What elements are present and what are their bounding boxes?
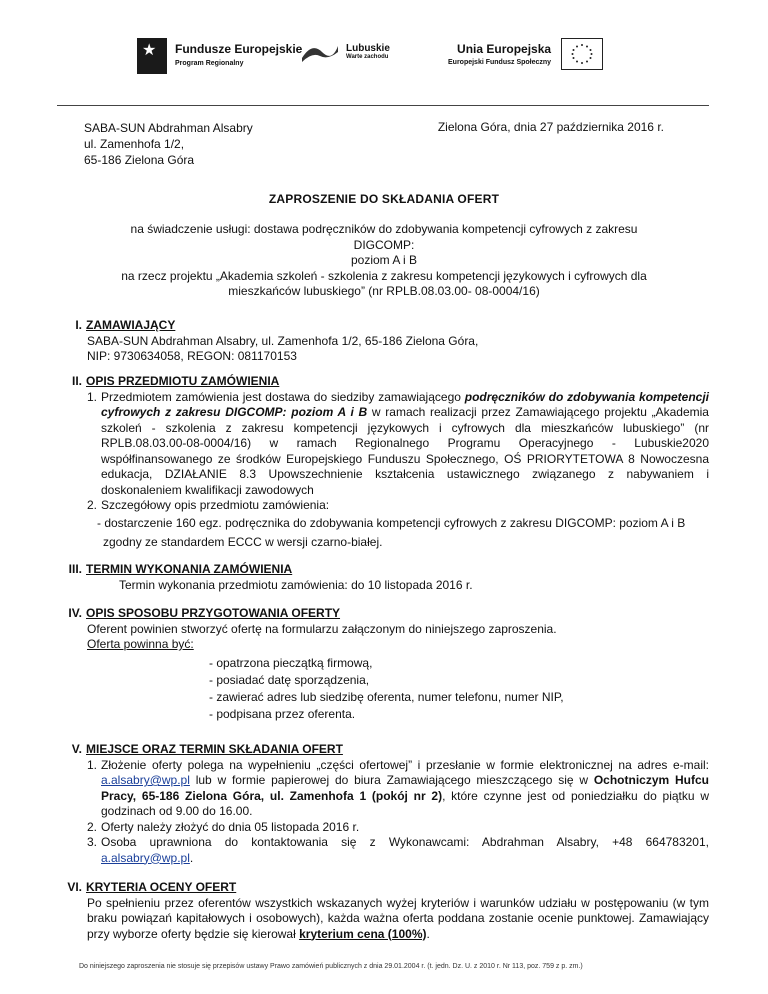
section-heading: TERMIN WYKONANIA ZAMÓWIENIA bbox=[86, 562, 293, 576]
section-zamawiajacy bbox=[57, 318, 709, 365]
section-heading: MIEJSCE ORAZ TERMIN SKŁADANIA OFERT bbox=[86, 742, 343, 756]
section-kryteria bbox=[57, 880, 709, 942]
list-item bbox=[87, 390, 709, 499]
list-item bbox=[87, 835, 709, 866]
lubuskie-sub: Warte zachodu bbox=[346, 53, 389, 60]
section-number: I. bbox=[75, 318, 82, 332]
section-text: Po spełnieniu przez oferentów wszystkich wskazanych wyżej kryteriów i warunków udziału w postępowaniu (w tym braku powiązań kapitałowych i osobowych), każda ważna oferta poddana zostanie ocenie punktowej. Zamawiający przy wyborze oferty będzie się kierował bbox=[87, 895, 709, 941]
section-text: . bbox=[426, 926, 430, 941]
fe-sub: Program Regionalny bbox=[175, 59, 244, 67]
section-heading: ZAMAWIAJĄCY bbox=[86, 318, 176, 332]
document-title: ZAPROSZENIE DO SKŁADANIA OFERT bbox=[268, 192, 500, 206]
section-subheading: Oferta powinna być: bbox=[87, 637, 194, 651]
intro-line: na świadczenie usługi: dostawa podręczników do zdobywania kompetencji cyfrowych z zakresu DIGCOMP: bbox=[130, 222, 638, 252]
item-emphasis: Ochotniczym Hufcu Pracy, 65-186 Zielona Góra, ul. Zamenhofa 1 (pokój nr 2) bbox=[101, 773, 709, 803]
sender-line: SABA-SUN Abdrahman Alsabry bbox=[84, 121, 253, 135]
section-number: VI. bbox=[67, 880, 82, 894]
list-item bbox=[87, 758, 709, 820]
intro-line: na rzecz projektu „Akademia szkoleń - szkolenia z zakresu kompetencji językowych i cyfrowych dla bbox=[121, 268, 647, 283]
item-text: zgodny ze standardem ECCC w wersji czarno-białej. bbox=[103, 535, 383, 549]
header-divider bbox=[57, 105, 709, 106]
document-date: Zielona Góra, dnia 27 października 2016 r. bbox=[437, 120, 664, 134]
intro-line: mieszkańców lubuskiego” (nr RPLB.08.03.00- 08-0004/16) bbox=[228, 284, 540, 298]
email-link[interactable]: a.alsabry@wp.pl bbox=[101, 773, 190, 787]
fundusze-europejskie-logo bbox=[137, 38, 302, 74]
item-number: 1. bbox=[87, 389, 98, 404]
section-line: Termin wykonania przedmiotu zamówienia: do 10 listopada 2016 r. bbox=[119, 577, 473, 592]
section-line: NIP: 9730634058, REGON: 081170153 bbox=[87, 349, 297, 363]
header-logos bbox=[0, 38, 768, 88]
item-emphasis: podręczników do zdobywania kompetencji cyfrowych z zakresu DIGCOMP: poziom A i B bbox=[101, 389, 710, 419]
unia-europejska-logo bbox=[448, 38, 603, 70]
lubuskie-name: Lubuskie bbox=[346, 42, 390, 54]
section-number: V. bbox=[71, 742, 82, 756]
eu-flag-icon bbox=[561, 38, 603, 70]
section-opis-sposobu bbox=[57, 606, 709, 723]
section-opis-przedmiotu bbox=[57, 374, 709, 551]
section-heading: KRYTERIA OCENY OFERT bbox=[86, 880, 237, 894]
sender-line: ul. Zamenhofa 1/2, bbox=[84, 137, 185, 151]
section-line: SABA-SUN Abdrahman Alsabry, ul. Zamenhofa 1/2, 65-186 Zielona Góra, bbox=[87, 333, 479, 348]
item-text: Złożenie oferty polega na wypełnieniu „części ofertowej” i przesłanie w formie elektronicznej na adres e-mail: bbox=[101, 757, 709, 772]
item-text: Przedmiotem zamówienia jest dostawa do siedziby zamawiającego bbox=[101, 389, 465, 404]
list-item bbox=[87, 820, 709, 836]
intro bbox=[100, 222, 668, 300]
item-text: Oferty należy złożyć do dnia 05 listopada 2016 r. bbox=[101, 819, 360, 834]
fe-name: Fundusze Europejskie bbox=[175, 41, 303, 56]
intro-line: poziom A i B bbox=[350, 253, 418, 267]
item-text: w ramach realizacji przez Zamawiającego projektu „Akademia szkoleń - szkolenia z zakresu kompetencji językowych i cyfrowych dla mieszkańców lubuskiego” (nr RPLB.08.03.00-08-0004/16) w ramach Regionalnego Programu Operacyjnego - Lubuskie2020 współfinansowanego ze środków Europejskiego Funduszu Społecznego, OŚ PRIORYTETOWA 8 Nowoczesna edukacja, DZIAŁANIE 8.3 Upowszechnienie kształcenia ustawicznego związanego z nabywaniem i doskonaleniem kwalifikacji zawodowych bbox=[101, 405, 709, 497]
footnote: Do niniejszego zaproszenia nie stosuje się przepisów ustawy Prawo zamówień publicznych z dnia 29.01.2004 r. (t. jedn. Dz. U. z 2010 r. Nr 113, poz. 759 z p. zm.) bbox=[79, 963, 583, 970]
item-text: lub w formie papierowej do biura Zamawiającego mieszczącego się w bbox=[189, 773, 594, 787]
item-number: 2. bbox=[87, 819, 98, 834]
section-termin-wykonania bbox=[57, 562, 709, 593]
item-number: 2. bbox=[87, 498, 98, 512]
item-text: , które czynne jest od poniedziałku do piątku w godzinach od 9.00 do 16.00. bbox=[101, 788, 709, 818]
list-item: - posiadać datę sporządzenia, bbox=[209, 672, 370, 687]
email-link[interactable]: a.alsabry@wp.pl bbox=[101, 850, 190, 865]
sender-address bbox=[84, 120, 253, 168]
section-heading: OPIS SPOSOBU PRZYGOTOWANIA OFERTY bbox=[86, 606, 341, 620]
item-text: Osoba uprawniona do kontaktowania się z Wykonawcami: Abdrahman Alsabry, +48 664783201, bbox=[101, 835, 709, 849]
section-heading: OPIS PRZEDMIOTU ZAMÓWIENIA bbox=[86, 374, 280, 388]
section-miejsce-termin bbox=[57, 742, 709, 866]
ue-name: Unia Europejska bbox=[457, 42, 552, 56]
item-text: - dostarczenie 160 egz. podręcznika do zdobywania kompetencji cyfrowych z zakresu DIGCOMP: poziom A i B bbox=[97, 515, 686, 530]
item-text: Szczegółowy opis przedmiotu zamówienia: bbox=[101, 498, 330, 512]
lubuskie-wave-icon bbox=[300, 38, 340, 64]
section-line: Oferent powinien stworzyć ofertę na formularzu załączonym do niniejszego zaproszenia. bbox=[87, 621, 557, 636]
section-number: III. bbox=[68, 562, 82, 576]
item-text: . bbox=[189, 850, 194, 865]
lubuskie-logo bbox=[300, 38, 390, 64]
fe-star-icon: ★ bbox=[137, 38, 167, 74]
criterion-emphasis: kryterium cena (100%) bbox=[299, 926, 427, 941]
list-item: - opatrzona pieczątką firmową, bbox=[209, 655, 373, 670]
item-number: 1. bbox=[87, 757, 98, 772]
list-item bbox=[87, 498, 709, 514]
ue-sub: Europejski Fundusz Społeczny bbox=[448, 59, 552, 66]
item-number: 3. bbox=[87, 835, 98, 849]
sender-line: 65-186 Zielona Góra bbox=[84, 153, 195, 167]
list-item: - zawierać adres lub siedzibę oferenta, numer telefonu, numer NIP, bbox=[209, 689, 564, 704]
section-number: IV. bbox=[68, 606, 82, 620]
list-item: - podpisana przez oferenta. bbox=[209, 706, 356, 721]
section-number: II. bbox=[71, 374, 82, 388]
